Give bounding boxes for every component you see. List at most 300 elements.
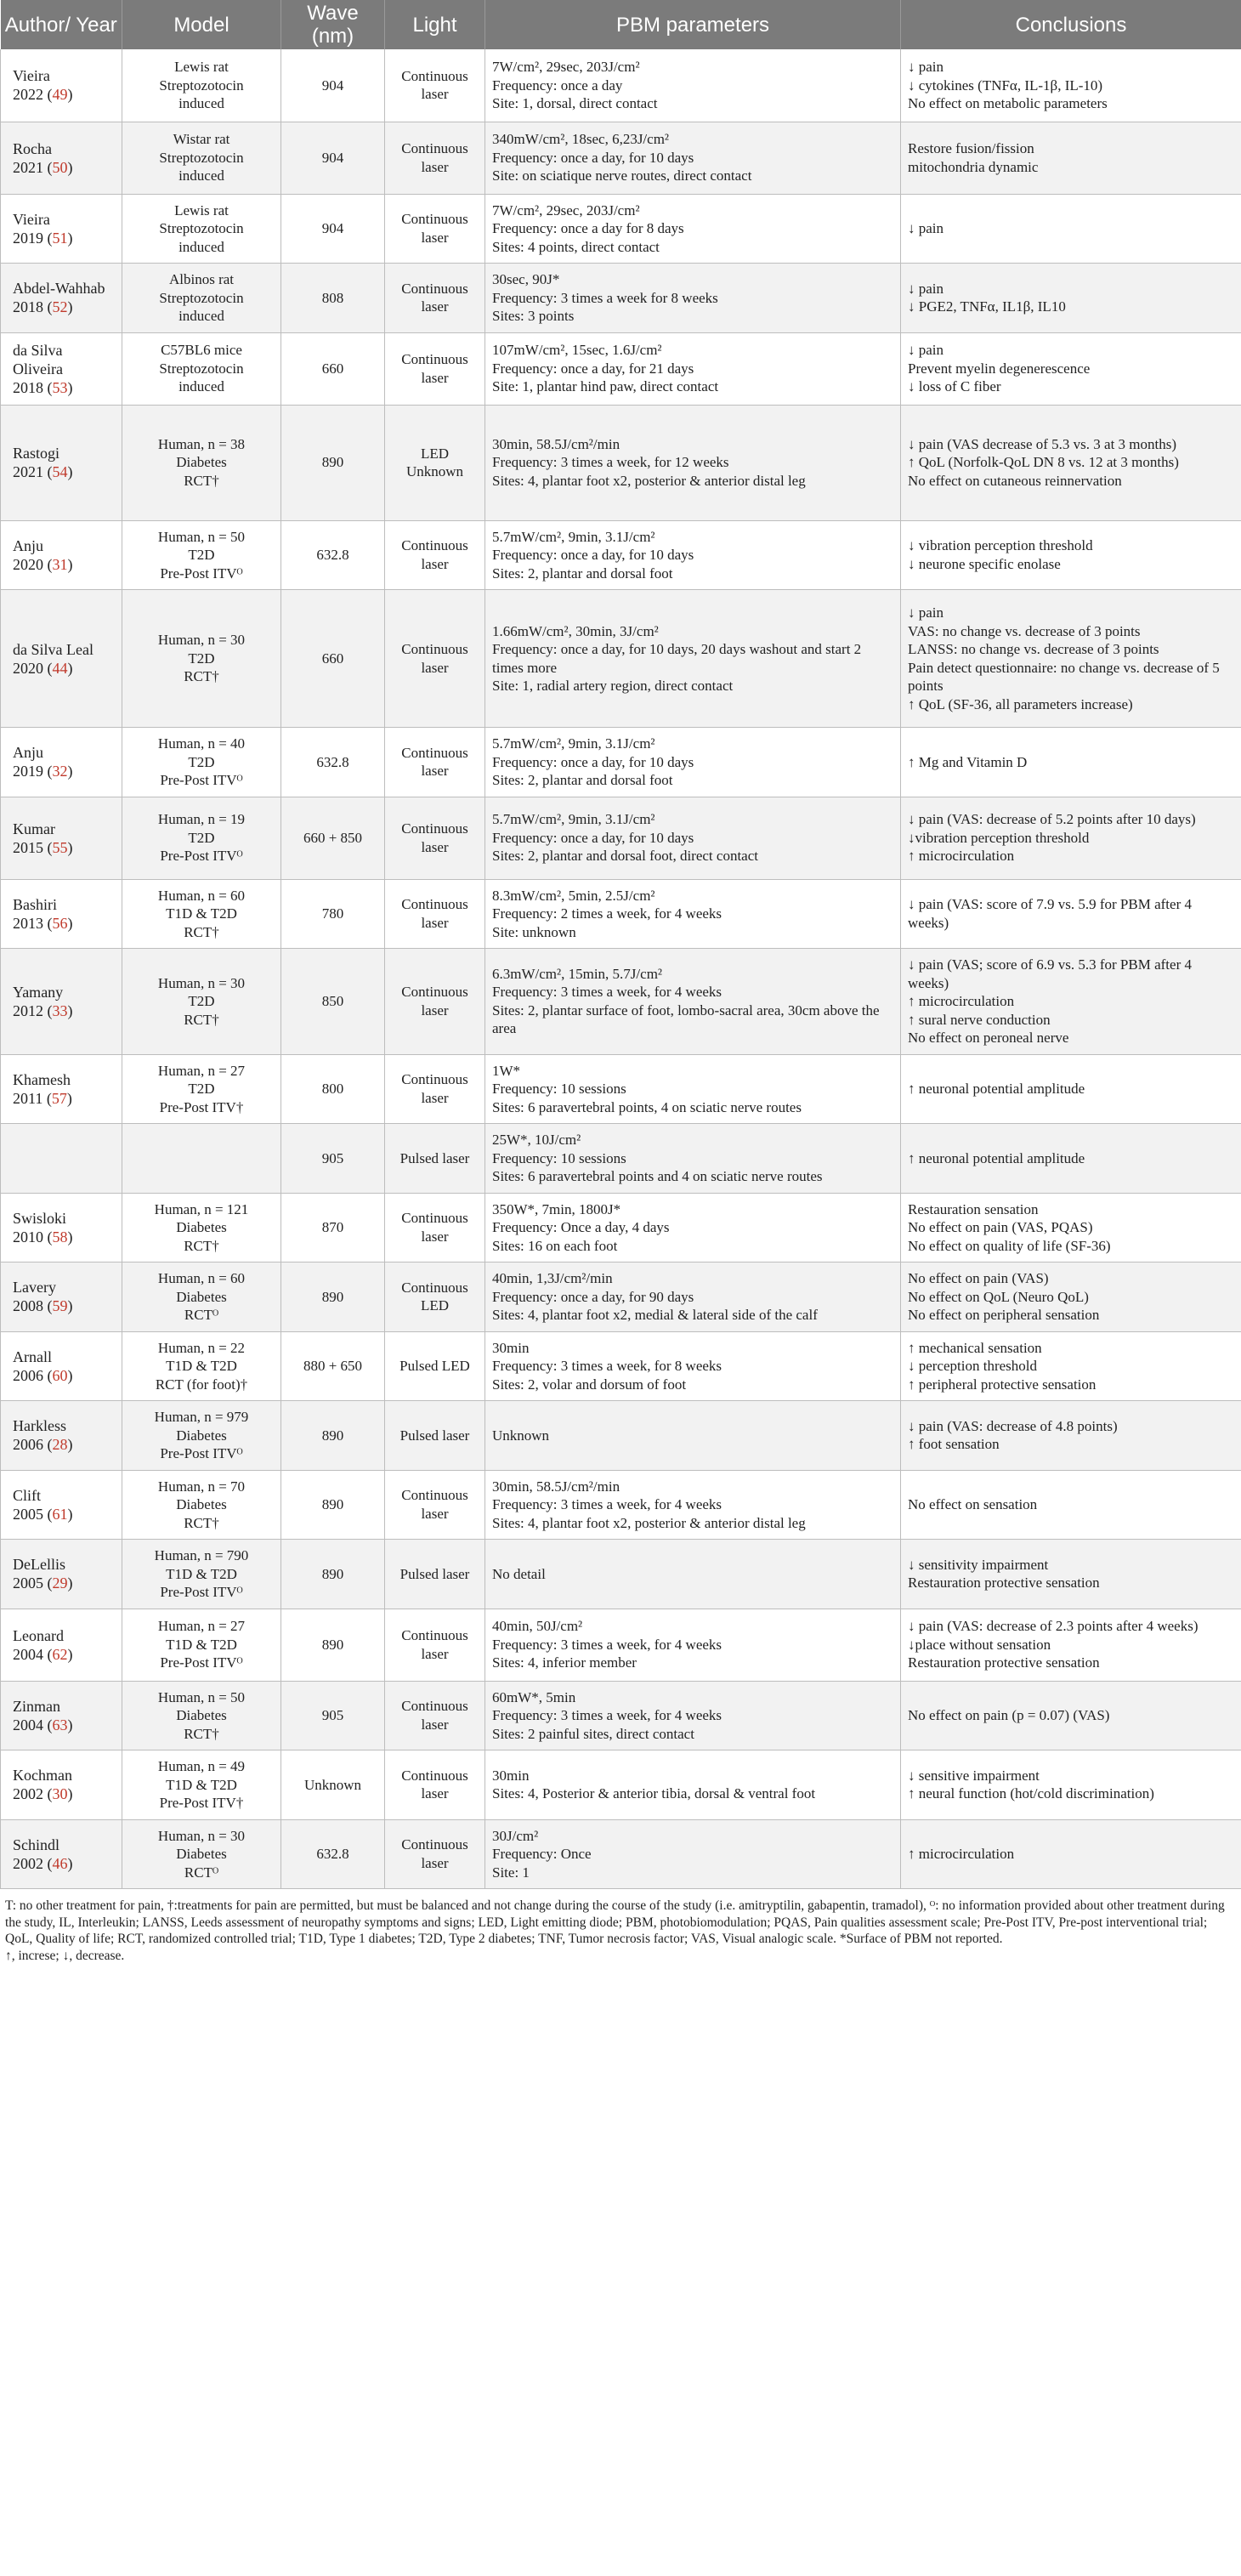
cell-wave: 780 (281, 879, 385, 949)
year: 2019 (13, 229, 43, 247)
cell-model-line: Human, n = 27 (157, 1618, 246, 1635)
cell-conclusions (901, 122, 1241, 194)
year-line: 2011 (57) (13, 1089, 72, 1107)
cell-model (122, 1681, 281, 1750)
cell-model-line: Pre-Post ITVᴼ (160, 1445, 243, 1461)
year-line: 2020 (44) (13, 659, 73, 677)
reference-link[interactable]: 51 (52, 229, 68, 247)
table-row (1, 1401, 1241, 1471)
cell-author-year (1, 332, 122, 405)
cell-conclusions-line: ↑ QoL (SF-36, all parameters increase) (908, 695, 1133, 712)
cell-pbm-parameters-line: 1W* (492, 1062, 521, 1079)
cell-pbm-parameters-line: 7W/cm², 29sec, 203J/cm² (492, 59, 640, 75)
cell-light-line: laser (421, 763, 449, 780)
reference-link[interactable]: 63 (52, 1716, 68, 1733)
cell-light-line: Continuous (401, 1627, 468, 1643)
cell-conclusions-line: VAS: no change vs. decrease of 3 points (908, 622, 1141, 639)
year-line: 2005 (29) (13, 1575, 73, 1592)
cell-pbm-parameters-line: 60mW*, 5min (492, 1688, 576, 1705)
reference-link[interactable]: 54 (52, 463, 68, 480)
cell-model-line: T1D & T2D (166, 1358, 237, 1374)
cell-model (122, 264, 281, 333)
cell-conclusions-line: No effect on sensation (908, 1496, 1038, 1512)
cell-conclusions-line: No effect on metabolic parameters (908, 95, 1108, 111)
cell-model-line: T1D & T2D (166, 1776, 237, 1793)
reference-link[interactable]: 46 (52, 1854, 68, 1872)
author-name: Zinman (13, 1697, 60, 1715)
year-line: 2021 (50) (13, 158, 73, 176)
cell-wave: Unknown (281, 1750, 385, 1820)
cell-light-line: Continuous (401, 1071, 468, 1088)
cell-pbm-parameters-line: Sites: 6 paravertebral points and 4 on sciatic nerve routes (492, 1168, 823, 1184)
reference-link[interactable]: 52 (52, 298, 68, 316)
cell-model-line: Pre-Post ITV† (159, 1098, 244, 1115)
cell-light (385, 797, 485, 879)
cell-model (122, 122, 281, 194)
cell-pbm-parameters-line: 340mW/cm², 18sec, 6,23J/cm² (492, 131, 670, 148)
cell-conclusions (901, 949, 1241, 1055)
year-line: 2022 (49) (13, 86, 73, 104)
cell-model-line: Human, n = 790 (154, 1547, 249, 1563)
table-row (1, 797, 1241, 879)
reference-link[interactable]: 30 (52, 1785, 68, 1803)
cell-pbm-parameters-line: Sites: 3 points (492, 308, 575, 324)
cell-conclusions-line: ↓ pain (908, 342, 944, 359)
author-name: Schindl (13, 1836, 60, 1853)
cell-light (385, 122, 485, 194)
cell-author-year (1, 797, 122, 879)
table-row (1, 1331, 1241, 1401)
year-line: 2018 (52) (13, 298, 73, 316)
cell-pbm-parameters-line: 30J/cm² (492, 1827, 539, 1844)
cell-wave: 800 (281, 1054, 385, 1124)
cell-model (122, 1331, 281, 1401)
year-line: 2012 (33) (13, 1001, 73, 1019)
cell-light-line: laser (421, 1089, 449, 1106)
cell-pbm-parameters-line: 107mW/cm², 15sec, 1.6J/cm² (492, 342, 662, 359)
cell-model (122, 49, 281, 122)
cell-wave: 660 (281, 590, 385, 728)
cell-author-year (1, 1470, 122, 1540)
cell-wave: 905 (281, 1124, 385, 1194)
author-name: Khamesh (13, 1070, 71, 1088)
reference-link[interactable]: 50 (52, 158, 68, 176)
author-name: Abdel-Wahhab (13, 280, 105, 298)
cell-conclusions-line: ↑ microcirculation (908, 1846, 1015, 1862)
cell-conclusions-line: ↓ pain (VAS: decrease of 4.8 points) (908, 1417, 1118, 1434)
cell-pbm-parameters-line: Frequency: 3 times a week, for 4 weeks (492, 1496, 722, 1512)
cell-author-year (1, 122, 122, 194)
footnote-arrows: ↑, increse; ↓, decrease. (5, 1948, 125, 1963)
cell-wave: 890 (281, 1401, 385, 1471)
cell-model-line: Human, n = 22 (157, 1339, 246, 1356)
cell-conclusions (901, 1193, 1241, 1262)
year: 2004 (13, 1645, 43, 1663)
cell-light-line: Continuous (401, 1698, 468, 1715)
cell-model-line: RCT† (184, 668, 219, 685)
cell-light-line: Continuous (401, 211, 468, 228)
cell-model-line: Pre-Post ITVᴼ (160, 1584, 243, 1600)
reference-link[interactable]: 62 (52, 1645, 68, 1663)
cell-pbm-parameters-line: 1.66mW/cm², 30min, 3J/cm² (492, 622, 659, 639)
table-row (1, 1262, 1241, 1332)
cell-conclusions-line: No effect on pain (VAS) (908, 1270, 1049, 1286)
reference-link[interactable]: 60 (52, 1366, 68, 1384)
cell-conclusions (901, 520, 1241, 590)
cell-pbm-parameters-line: Frequency: once a day for 8 days (492, 220, 684, 236)
cell-light (385, 1470, 485, 1540)
cell-light-line: Continuous (401, 641, 468, 657)
cell-model-line: induced (178, 238, 224, 255)
author-name: Arnall (13, 1348, 52, 1365)
cell-model-line: T1D & T2D (166, 1636, 237, 1653)
cell-model-line: T2D (188, 829, 215, 846)
cell-pbm-parameters-line: 25W*, 10J/cm² (492, 1132, 581, 1148)
reference-link[interactable]: 32 (52, 763, 68, 780)
year-line: 2008 (59) (13, 1297, 73, 1315)
cell-model-line: Pre-Post ITV† (159, 1795, 244, 1811)
cell-light (385, 264, 485, 333)
cell-author-year (1, 1262, 122, 1332)
cell-pbm-parameters (485, 194, 901, 264)
year: 2013 (13, 914, 43, 932)
cell-light-line: laser (421, 1716, 449, 1733)
footnote-abbreviations: T: no other treatment for pain, †:treatments for pain are permitted, but must be balanced and not change during the course of the study (i.e. amitryptilin, gabapentin, tramadol), ᴼ: no information provided about other treatment during the study, IL, Interleukin; LANSS, Leeds assessment of neuropathy symptoms and signs; LED, Light emitting diode; PBM, photobiomodulation; PQAS, Pain qualities assessment scale; Pre-Post ITV, Pre-post interventional trial; QoL, Quality of life; RCT, randomized controlled trial; T1D, Type 1 diabetes; T2D, Type 2 diabetes; TNF, Tumor necrosis factor; VAS, Visual analogic scale. *Surface of PBM not reported. (5, 1898, 1225, 1946)
cell-model-line: RCT† (184, 1725, 219, 1742)
cell-model (122, 728, 281, 797)
cell-model (122, 590, 281, 728)
cell-conclusions-line: Restauration sensation (908, 1200, 1039, 1217)
author-name: Clift (13, 1486, 42, 1504)
reference-link[interactable]: 28 (52, 1436, 68, 1454)
cell-pbm-parameters-line: 40min, 1,3J/cm²/min (492, 1270, 613, 1286)
reference-link[interactable]: 61 (52, 1505, 68, 1523)
cell-wave: 890 (281, 1609, 385, 1681)
cell-light-line: Continuous (401, 1767, 468, 1784)
cell-wave: 904 (281, 49, 385, 122)
author-name: Kumar (13, 820, 55, 837)
cell-light-line: laser (421, 1505, 449, 1522)
cell-light-line: laser (421, 1785, 449, 1802)
cell-light-line: Continuous (401, 896, 468, 913)
table-row (1, 1681, 1241, 1750)
header-model: Model (122, 0, 281, 49)
cell-model (122, 1054, 281, 1124)
cell-pbm-parameters-line: Sites: 2 painful sites, direct contact (492, 1725, 694, 1742)
cell-model (122, 1540, 281, 1609)
cell-conclusions (901, 1681, 1241, 1750)
cell-model-line: Human, n = 60 (157, 887, 246, 904)
table-row (1, 1750, 1241, 1820)
cell-pbm-parameters (485, 1819, 901, 1889)
year-line: 2019 (51) (13, 229, 73, 247)
cell-pbm-parameters-line: Frequency: 3 times a week, for 4 weeks (492, 984, 722, 1001)
year-line: 2006 (60) (13, 1366, 73, 1384)
cell-light-line: Pulsed laser (400, 1565, 470, 1582)
cell-conclusions-line: ↓ pain (VAS: decrease of 5.2 points after 10 days) (908, 811, 1196, 828)
author-name: Rocha (13, 139, 52, 157)
author-name: da Silva Leal (13, 640, 94, 658)
cell-pbm-parameters-line: Sites: 4, plantar foot x2, posterior & anterior distal leg (492, 472, 806, 489)
cell-model-line: Diabetes (176, 454, 227, 471)
cell-wave: 890 (281, 405, 385, 520)
cell-pbm-parameters (485, 1681, 901, 1750)
cell-author-year (1, 1331, 122, 1401)
cell-conclusions-line: Pain detect questionnaire: no change vs. decrease of 5 points (908, 659, 1220, 694)
cell-pbm-parameters-line: Sites: 16 on each foot (492, 1237, 618, 1254)
cell-pbm-parameters-line: Frequency: once a day, for 10 days (492, 753, 694, 770)
cell-model (122, 332, 281, 405)
cell-pbm-parameters-line: Sites: 2, plantar surface of foot, lombo-sacral area, 30cm above the area (492, 1001, 880, 1037)
cell-light (385, 1681, 485, 1750)
cell-light (385, 1054, 485, 1124)
cell-conclusions-line: LANSS: no change vs. decrease of 3 points (908, 641, 1159, 657)
cell-pbm-parameters-line: Sites: 2, plantar and dorsal foot (492, 772, 673, 788)
reference-link[interactable]: 31 (52, 555, 68, 573)
author-name: Harkless (13, 1417, 66, 1435)
cell-model-line: induced (178, 378, 224, 395)
cell-model-line: Diabetes (176, 1707, 227, 1723)
header-row (1, 0, 1241, 49)
year: 2018 (13, 298, 43, 316)
cell-pbm-parameters (485, 122, 901, 194)
cell-conclusions (901, 332, 1241, 405)
cell-pbm-parameters (485, 879, 901, 949)
year-line: 2002 (46) (13, 1854, 73, 1872)
cell-light-line: Continuous (401, 1487, 468, 1504)
table-row (1, 1540, 1241, 1609)
year-line: 2019 (32) (13, 763, 73, 780)
cell-light (385, 405, 485, 520)
cell-conclusions-line: mitochondria dynamic (908, 158, 1039, 175)
author-name: da Silva Oliveira (13, 341, 63, 377)
year-line: 2018 (53) (13, 378, 73, 396)
cell-conclusions-line: ↑ neural function (hot/cold discrimination) (908, 1785, 1154, 1802)
cell-light-line: laser (421, 298, 449, 315)
cell-model-line: T2D (188, 547, 215, 563)
cell-pbm-parameters-line: Frequency: once a day (492, 77, 623, 94)
cell-light-line: laser (421, 555, 449, 572)
cell-model-line: Human, n = 979 (154, 1409, 249, 1425)
cell-pbm-parameters-line: Frequency: 3 times a week, for 12 weeks (492, 454, 729, 471)
cell-wave: 660 + 850 (281, 797, 385, 879)
year: 2008 (13, 1297, 43, 1315)
reference-link[interactable]: 44 (52, 659, 68, 677)
cell-model (122, 1124, 281, 1194)
cell-pbm-parameters (485, 49, 901, 122)
cell-conclusions-line: ↓ loss of C fiber (908, 378, 1001, 395)
cell-conclusions-line: ↑ neuronal potential amplitude (908, 1149, 1085, 1166)
cell-model (122, 949, 281, 1055)
cell-light (385, 1819, 485, 1889)
table-body (1, 49, 1241, 1889)
cell-model (122, 194, 281, 264)
cell-conclusions-line: ↓ pain (VAS: decrease of 2.3 points after 4 weeks) (908, 1618, 1198, 1635)
cell-pbm-parameters (485, 1540, 901, 1609)
table-row (1, 332, 1241, 405)
cell-conclusions-line: Restauration protective sensation (908, 1575, 1100, 1592)
year: 2010 (13, 1228, 43, 1245)
cell-light (385, 1750, 485, 1820)
cell-light-line: laser (421, 158, 449, 175)
cell-model-line: Human, n = 50 (157, 528, 246, 545)
cell-pbm-parameters-line: Sites: 2, plantar and dorsal foot (492, 565, 673, 582)
cell-wave: 632.8 (281, 1819, 385, 1889)
cell-pbm-parameters-line: Sites: 4, plantar foot x2, posterior & anterior distal leg (492, 1514, 806, 1531)
cell-conclusions-line: ↓ pain (908, 280, 944, 297)
cell-pbm-parameters (485, 1262, 901, 1332)
cell-pbm-parameters-line: Frequency: 3 times a week, for 4 weeks (492, 1707, 722, 1723)
cell-light-line: laser (421, 369, 449, 386)
cell-conclusions-line: No effect on pain (p = 0.07) (VAS) (908, 1707, 1110, 1723)
cell-light (385, 49, 485, 122)
cell-light (385, 1401, 485, 1471)
year: 2021 (13, 158, 43, 176)
cell-model-line: Streptozotocin (159, 77, 244, 94)
cell-pbm-parameters (485, 520, 901, 590)
cell-conclusions-line: ↓vibration perception threshold (908, 829, 1090, 846)
cell-pbm-parameters-line: Frequency: Once a day, 4 days (492, 1219, 670, 1235)
cell-conclusions-line: ↓ perception threshold (908, 1358, 1038, 1374)
reference-link[interactable]: 57 (51, 1089, 67, 1107)
cell-model-line: Pre-Post ITVᴼ (160, 1654, 243, 1671)
cell-model-line: RCT† (184, 1514, 219, 1531)
year-line: 2020 (31) (13, 555, 73, 573)
cell-pbm-parameters-line: Frequency: Once (492, 1846, 592, 1862)
cell-conclusions (901, 1124, 1241, 1194)
cell-light-line: Continuous (401, 140, 468, 156)
year: 2019 (13, 763, 43, 780)
reference-link[interactable]: 59 (52, 1297, 68, 1315)
cell-wave: 904 (281, 194, 385, 264)
cell-model (122, 520, 281, 590)
cell-light (385, 1331, 485, 1401)
cell-light-line: Pulsed laser (400, 1427, 470, 1444)
cell-model-line: Human, n = 70 (157, 1478, 246, 1495)
cell-light-line: laser (421, 659, 449, 676)
table-row (1, 1124, 1241, 1194)
cell-conclusions (901, 405, 1241, 520)
reference-link[interactable]: 29 (52, 1575, 68, 1592)
cell-light-line: LED (420, 445, 450, 462)
cell-model-line: Diabetes (176, 1846, 227, 1862)
cell-pbm-parameters-line: 350W*, 7min, 1800J* (492, 1200, 621, 1217)
cell-model-line: induced (178, 95, 224, 111)
cell-wave: 904 (281, 122, 385, 194)
author-name: DeLellis (13, 1556, 65, 1574)
cell-model-line: Lewis rat (174, 201, 229, 218)
table-header (1, 0, 1241, 49)
cell-light-line: laser (421, 1228, 449, 1245)
cell-wave: 890 (281, 1470, 385, 1540)
table-row (1, 1193, 1241, 1262)
cell-pbm-parameters (485, 949, 901, 1055)
year: 2018 (13, 378, 43, 396)
cell-conclusions (901, 1401, 1241, 1471)
cell-light (385, 590, 485, 728)
cell-model-line: T2D (188, 753, 215, 770)
author-name: Kochman (13, 1767, 72, 1784)
cell-conclusions-line: No effect on quality of life (SF-36) (908, 1237, 1111, 1254)
cell-light-line: Continuous (401, 744, 468, 761)
cell-light-line: LED (420, 1297, 450, 1314)
cell-conclusions-line: No effect on QoL (Neuro QoL) (908, 1288, 1089, 1305)
cell-author-year (1, 949, 122, 1055)
reference-link[interactable]: 58 (52, 1228, 68, 1245)
header-light: Light (385, 0, 485, 49)
cell-conclusions (901, 1609, 1241, 1681)
year-line: 2004 (63) (13, 1716, 73, 1733)
year: 2002 (13, 1854, 43, 1872)
cell-pbm-parameters-line: No detail (492, 1565, 546, 1582)
cell-pbm-parameters-line: 30min, 58.5J/cm²/min (492, 435, 620, 452)
cell-model-line: Human, n = 38 (157, 435, 246, 452)
cell-conclusions-line: ↓ vibration perception threshold (908, 537, 1093, 554)
cell-light (385, 879, 485, 949)
cell-model-line: Streptozotocin (159, 220, 244, 236)
cell-pbm-parameters (485, 1609, 901, 1681)
cell-pbm-parameters (485, 728, 901, 797)
table-row (1, 49, 1241, 122)
cell-conclusions-line: No effect on peroneal nerve (908, 1030, 1069, 1046)
reference-link[interactable]: 56 (52, 914, 68, 932)
reference-link[interactable]: 49 (52, 86, 68, 104)
table-row (1, 122, 1241, 194)
year: 2004 (13, 1716, 43, 1733)
cell-author-year (1, 1819, 122, 1889)
cell-pbm-parameters-line: Unknown (492, 1427, 550, 1444)
cell-light-line: Continuous (401, 1210, 468, 1227)
cell-conclusions-line: ↓ pain (VAS decrease of 5.3 vs. 3 at 3 months) (908, 435, 1177, 452)
cell-conclusions-line: ↑ mechanical sensation (908, 1339, 1042, 1356)
author-name: Vieira (13, 210, 50, 228)
cell-author-year (1, 1540, 122, 1609)
cell-light-line: Continuous (401, 280, 468, 297)
cell-model (122, 797, 281, 879)
cell-pbm-parameters (485, 1750, 901, 1820)
year-line: 2015 (55) (13, 838, 73, 856)
cell-model-line: Diabetes (176, 1496, 227, 1512)
cell-conclusions-line: ↑ microcirculation (908, 848, 1015, 865)
cell-model-line: Human, n = 19 (157, 811, 246, 828)
cell-model-line: Pre-Post ITVᴼ (160, 848, 243, 865)
cell-light (385, 949, 485, 1055)
cell-pbm-parameters-line: 30sec, 90J* (492, 271, 560, 287)
cell-pbm-parameters (485, 1054, 901, 1124)
table-row (1, 590, 1241, 728)
table-row (1, 728, 1241, 797)
cell-model-line: Human, n = 30 (157, 974, 246, 991)
year-line: 2004 (62) (13, 1645, 73, 1663)
cell-pbm-parameters-line: 30min (492, 1339, 530, 1356)
cell-conclusions-line: ↓ pain (908, 604, 944, 621)
cell-pbm-parameters-line: Frequency: 10 sessions (492, 1081, 626, 1097)
cell-author-year (1, 49, 122, 122)
cell-author-year (1, 264, 122, 333)
cell-model-line: C57BL6 mice (161, 342, 242, 359)
reference-link[interactable]: 53 (52, 378, 68, 396)
reference-link[interactable]: 55 (52, 838, 68, 856)
reference-link[interactable]: 33 (52, 1001, 68, 1019)
cell-light-line: laser (421, 914, 449, 931)
year: 2012 (13, 1001, 43, 1019)
cell-pbm-parameters-line: 30min, 58.5J/cm²/min (492, 1478, 620, 1495)
header-conclusions: Conclusions (901, 0, 1241, 49)
year: 2015 (13, 838, 43, 856)
cell-model-line: Lewis rat (174, 59, 229, 75)
cell-pbm-parameters (485, 797, 901, 879)
cell-light (385, 1609, 485, 1681)
